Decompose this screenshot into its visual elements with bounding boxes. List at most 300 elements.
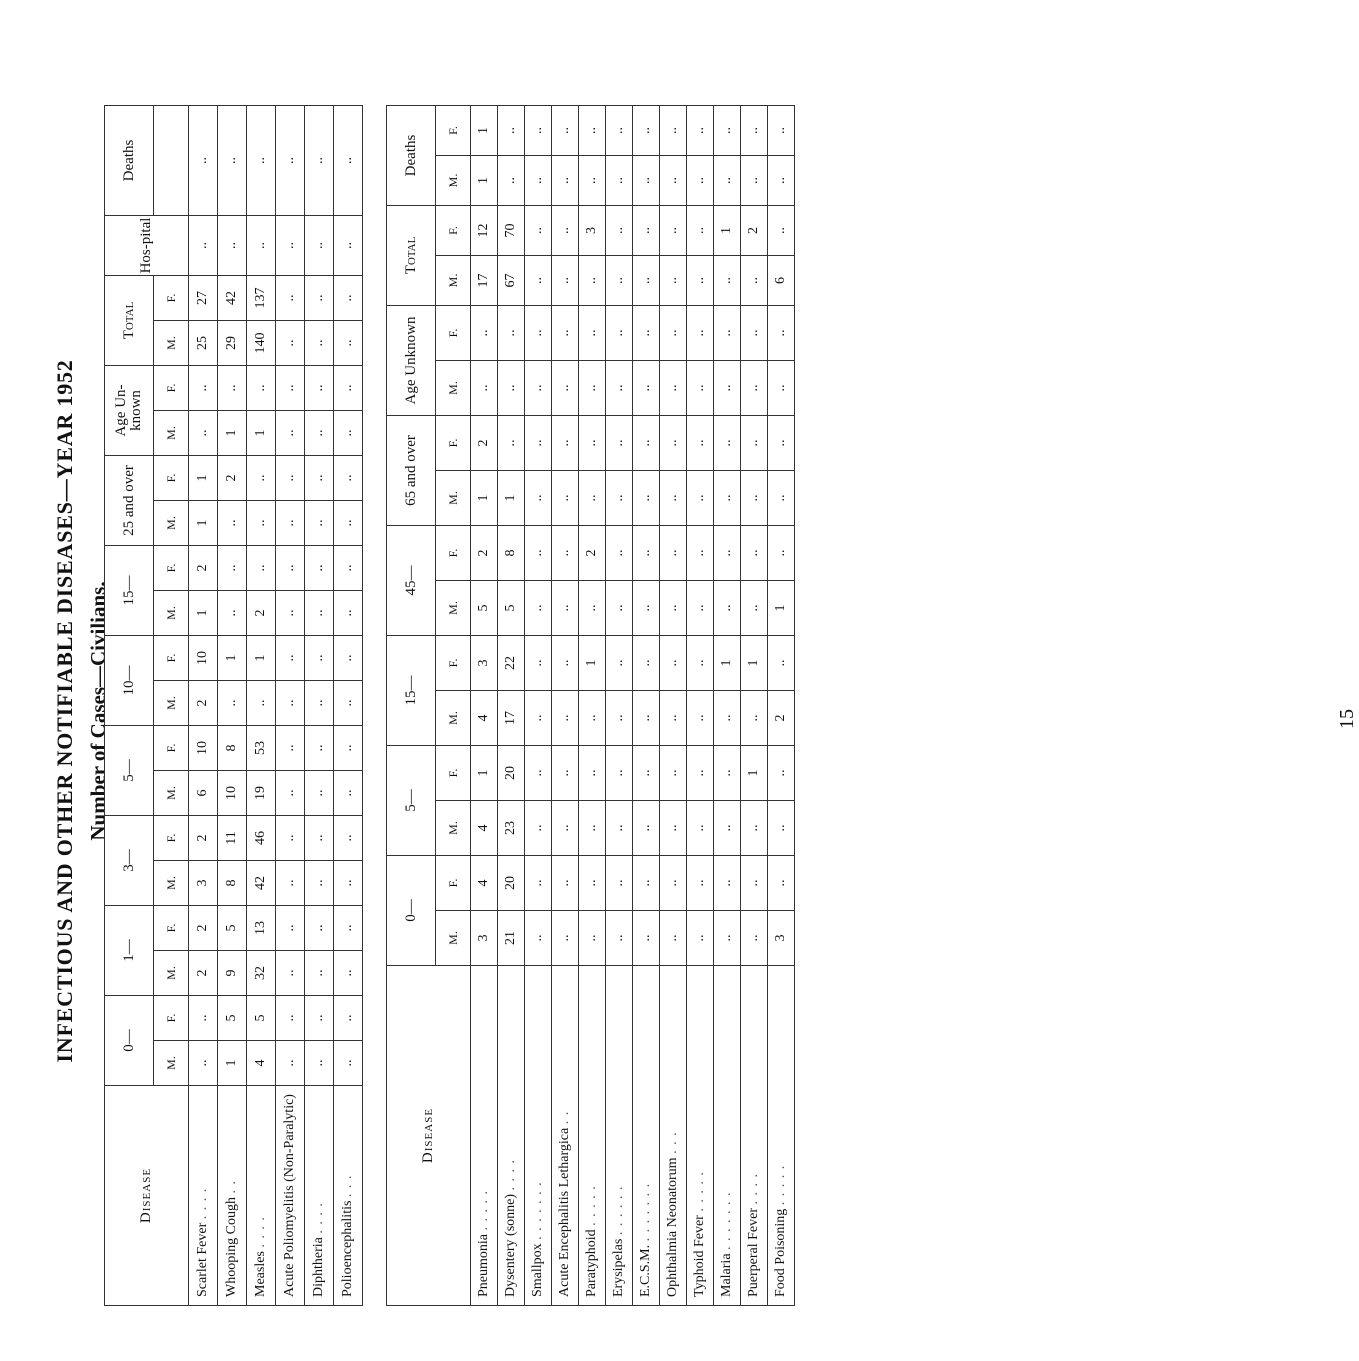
value-cell: .. (334, 1041, 363, 1086)
value-cell: .. (247, 215, 276, 275)
value-cell: .. (276, 1041, 305, 1086)
value-cell: 19 (247, 771, 276, 816)
value-cell: .. (660, 205, 687, 255)
value-cell: .. (305, 816, 334, 861)
female-subheader: F. (436, 746, 471, 801)
value-cell: .. (276, 996, 305, 1041)
value-cell: .. (633, 801, 660, 856)
value-cell: .. (334, 105, 363, 215)
age-group-header: 45— (387, 526, 436, 636)
value-cell: .. (687, 746, 714, 801)
value-cell: .. (334, 366, 363, 411)
value-cell: .. (189, 996, 218, 1041)
value-cell: .. (276, 726, 305, 771)
leader-dots: . . . (340, 1174, 355, 1198)
value-cell: .. (579, 691, 606, 746)
value-cell: .. (218, 546, 247, 591)
value-cell: 42 (247, 861, 276, 906)
value-cell: .. (606, 746, 633, 801)
leader-dots: . . (557, 1110, 572, 1125)
male-subheader: M. (154, 411, 189, 456)
disease-name: Food Poisoning (773, 1208, 788, 1297)
female-subheader: F. (436, 306, 471, 361)
leader-dots: . . . . . . (611, 1185, 626, 1236)
value-cell: .. (334, 501, 363, 546)
value-cell: .. (687, 416, 714, 471)
value-cell: 2 (471, 526, 498, 581)
value-cell: 10 (189, 726, 218, 771)
value-cell: .. (687, 155, 714, 205)
value-cell: .. (660, 746, 687, 801)
total-header: Total (387, 205, 436, 305)
value-cell: .. (714, 856, 741, 911)
table-row (525, 105, 552, 1305)
value-cell: .. (305, 906, 334, 951)
table-row (276, 105, 305, 1305)
value-cell: .. (305, 321, 334, 366)
value-cell: .. (276, 591, 305, 636)
age-group-header: 25 and over (105, 456, 154, 546)
value-cell: 42 (218, 275, 247, 320)
leader-dots: . . . . (746, 1172, 761, 1205)
value-cell: .. (579, 471, 606, 526)
value-cell: .. (606, 256, 633, 306)
value-cell: 2 (768, 691, 795, 746)
value-cell: .. (305, 726, 334, 771)
value-cell: 1 (498, 471, 525, 526)
value-cell: .. (471, 306, 498, 361)
leader-dots: . . . . . (692, 1171, 707, 1212)
disease-name: Puerperal Fever (746, 1207, 761, 1297)
female-subheader: F. (154, 546, 189, 591)
age-group-header: 3— (105, 816, 154, 906)
value-cell: 3 (189, 861, 218, 906)
value-cell: 32 (247, 951, 276, 996)
value-cell: .. (218, 681, 247, 726)
value-cell: .. (189, 411, 218, 456)
disease-name: Ophthalmia Neonatorum (665, 1157, 680, 1297)
value-cell: .. (498, 155, 525, 205)
value-cell: 1 (768, 581, 795, 636)
value-cell: 1 (189, 591, 218, 636)
value-cell: .. (714, 361, 741, 416)
value-cell: 3 (579, 205, 606, 255)
value-cell: .. (633, 471, 660, 526)
value-cell: .. (660, 691, 687, 746)
page-number: 15 (1336, 709, 1358, 729)
value-cell: .. (606, 801, 633, 856)
value-cell: 17 (471, 256, 498, 306)
value-cell: .. (276, 215, 305, 275)
value-cell: .. (768, 856, 795, 911)
value-cell: .. (276, 321, 305, 366)
value-cell: .. (714, 256, 741, 306)
value-cell: 1 (189, 456, 218, 501)
value-cell: 8 (218, 726, 247, 771)
value-cell: .. (768, 105, 795, 155)
value-cell: 137 (247, 275, 276, 320)
disease-name: Acute Poliomyelitis (Non-Paralytic) (282, 1094, 297, 1297)
table-row (768, 105, 795, 1305)
value-cell: .. (552, 471, 579, 526)
value-cell: .. (660, 801, 687, 856)
disease-name: Measles (253, 1251, 268, 1297)
value-cell: .. (525, 691, 552, 746)
disease-name-cell (660, 966, 687, 1306)
table-row (189, 105, 218, 1305)
disease-name: Typhoid Fever (692, 1215, 707, 1297)
value-cell: 4 (471, 856, 498, 911)
value-cell: 1 (741, 636, 768, 691)
value-cell: .. (606, 306, 633, 361)
disease-name-cell (189, 1086, 218, 1306)
value-cell: 1 (714, 636, 741, 691)
value-cell: .. (276, 366, 305, 411)
value-cell: .. (525, 911, 552, 966)
value-cell: .. (633, 205, 660, 255)
rotated-page (0, 61, 1358, 1361)
leader-dots: . . . . . (476, 1190, 491, 1231)
value-cell: .. (334, 861, 363, 906)
value-cell: .. (660, 416, 687, 471)
leader-dots: . . . . (503, 1158, 518, 1191)
male-subheader: M. (154, 771, 189, 816)
value-cell: .. (305, 275, 334, 320)
female-subheader: F. (154, 726, 189, 771)
value-cell: .. (276, 546, 305, 591)
value-cell: .. (579, 361, 606, 416)
value-cell: .. (768, 746, 795, 801)
female-subheader: F. (154, 366, 189, 411)
age-group-header: 15— (387, 636, 436, 746)
disease-name-cell (471, 966, 498, 1306)
value-cell: .. (525, 256, 552, 306)
value-cell: .. (660, 155, 687, 205)
value-cell: .. (741, 911, 768, 966)
male-subheader: M. (154, 681, 189, 726)
value-cell: .. (525, 155, 552, 205)
disease-name-cell (633, 966, 660, 1306)
value-cell: .. (579, 256, 606, 306)
value-cell: .. (687, 105, 714, 155)
value-cell: 20 (498, 746, 525, 801)
value-cell: .. (687, 691, 714, 746)
leader-dots: . . . . (311, 1202, 326, 1234)
value-cell: 1 (471, 155, 498, 205)
value-cell: .. (687, 911, 714, 966)
female-subheader: F. (436, 205, 471, 255)
value-cell: .. (276, 501, 305, 546)
value-cell: .. (714, 801, 741, 856)
value-cell: .. (552, 155, 579, 205)
page-title: INFECTIOUS AND OTHER NOTIFIABLE DISEASES—YEAR 1952 (52, 359, 77, 1063)
value-cell: .. (579, 856, 606, 911)
value-cell: .. (633, 155, 660, 205)
value-cell: .. (606, 205, 633, 255)
total-header: Total (105, 275, 154, 365)
value-cell: .. (633, 105, 660, 155)
value-cell: .. (552, 746, 579, 801)
value-cell: .. (579, 105, 606, 155)
value-cell: 23 (498, 801, 525, 856)
value-cell: .. (579, 801, 606, 856)
value-cell: .. (525, 801, 552, 856)
female-subheader: F. (436, 856, 471, 911)
disease-name-cell (276, 1086, 305, 1306)
table-row (498, 105, 525, 1305)
disease-name-cell (741, 966, 768, 1306)
disease-name: Dysentery (sonne) (503, 1193, 518, 1297)
value-cell: .. (334, 456, 363, 501)
female-subheader: F. (154, 275, 189, 320)
disease-name-cell (714, 966, 741, 1306)
value-cell: .. (305, 681, 334, 726)
value-cell: .. (334, 816, 363, 861)
value-cell: 1 (471, 746, 498, 801)
value-cell: .. (334, 591, 363, 636)
value-cell: .. (218, 591, 247, 636)
female-subheader: F. (436, 105, 471, 155)
value-cell: .. (606, 636, 633, 691)
value-cell: 1 (218, 636, 247, 681)
leader-dots: . . (224, 1180, 239, 1194)
value-cell: .. (687, 471, 714, 526)
male-subheader: M. (154, 591, 189, 636)
value-cell: .. (247, 456, 276, 501)
value-cell: .. (633, 306, 660, 361)
table-row (741, 105, 768, 1305)
value-cell: .. (741, 526, 768, 581)
page-subtitle: Number of Cases—Civilians. (86, 581, 110, 841)
value-cell: 5 (471, 581, 498, 636)
value-cell: .. (687, 581, 714, 636)
value-cell: 9 (218, 951, 247, 996)
value-cell: 67 (498, 256, 525, 306)
male-subheader: M. (436, 581, 471, 636)
value-cell: .. (247, 546, 276, 591)
value-cell: 1 (247, 636, 276, 681)
value-cell: 1 (189, 501, 218, 546)
value-cell: .. (276, 951, 305, 996)
value-cell: .. (334, 215, 363, 275)
value-cell: 10 (218, 771, 247, 816)
value-cell: .. (714, 105, 741, 155)
value-cell: .. (334, 546, 363, 591)
female-subheader: F. (436, 636, 471, 691)
value-cell: .. (334, 996, 363, 1041)
disease-name: E.C.S.M. (638, 1244, 653, 1297)
value-cell: .. (633, 636, 660, 691)
value-cell: .. (552, 205, 579, 255)
value-cell: .. (741, 856, 768, 911)
value-cell: .. (305, 996, 334, 1041)
table-row (633, 105, 660, 1305)
value-cell: .. (660, 636, 687, 691)
value-cell: .. (471, 361, 498, 416)
value-cell: .. (218, 366, 247, 411)
value-cell: .. (633, 416, 660, 471)
value-cell: .. (714, 911, 741, 966)
value-cell: 27 (189, 275, 218, 320)
value-cell: .. (552, 801, 579, 856)
value-cell: .. (633, 256, 660, 306)
value-cell: 5 (218, 906, 247, 951)
table-row (305, 105, 334, 1305)
value-cell: .. (276, 411, 305, 456)
value-cell: .. (606, 361, 633, 416)
value-cell: 6 (768, 256, 795, 306)
value-cell: .. (552, 691, 579, 746)
value-cell: .. (525, 105, 552, 155)
value-cell: .. (660, 256, 687, 306)
disease-name: Polioencephalitis (340, 1200, 355, 1297)
value-cell: 1 (714, 205, 741, 255)
value-cell: .. (247, 366, 276, 411)
value-cell: .. (305, 215, 334, 275)
value-cell: 1 (247, 411, 276, 456)
value-cell: 2 (189, 951, 218, 996)
value-cell: .. (579, 911, 606, 966)
value-cell: .. (660, 856, 687, 911)
value-cell: .. (552, 636, 579, 691)
value-cell: .. (741, 361, 768, 416)
value-cell: .. (741, 471, 768, 526)
male-subheader: M. (436, 911, 471, 966)
value-cell: .. (768, 205, 795, 255)
value-cell: .. (633, 581, 660, 636)
value-cell: .. (552, 856, 579, 911)
value-cell: .. (606, 581, 633, 636)
value-cell: .. (189, 105, 218, 215)
value-cell: .. (305, 456, 334, 501)
value-cell: 11 (218, 816, 247, 861)
female-subheader: F. (154, 456, 189, 501)
value-cell: .. (525, 471, 552, 526)
age-group-header: 1— (105, 906, 154, 996)
value-cell: 8 (498, 526, 525, 581)
table-row (218, 105, 247, 1305)
table-row (714, 105, 741, 1305)
value-cell: .. (525, 306, 552, 361)
value-cell: .. (189, 1041, 218, 1086)
value-cell: .. (525, 581, 552, 636)
value-cell: .. (552, 361, 579, 416)
disease-name-cell (579, 966, 606, 1306)
disease-header: Disease (387, 966, 471, 1306)
value-cell: 46 (247, 816, 276, 861)
value-cell: .. (687, 361, 714, 416)
value-cell: .. (305, 546, 334, 591)
value-cell: .. (660, 361, 687, 416)
value-cell: .. (606, 526, 633, 581)
value-cell: .. (305, 861, 334, 906)
male-subheader: M. (436, 691, 471, 746)
disease-name-cell (525, 966, 552, 1306)
value-cell: 2 (189, 816, 218, 861)
value-cell: 5 (498, 581, 525, 636)
female-subheader: F. (154, 906, 189, 951)
value-cell: .. (633, 361, 660, 416)
value-cell: .. (525, 856, 552, 911)
value-cell: 1 (218, 411, 247, 456)
table-row (247, 105, 276, 1305)
disease-name: Pneumonia (476, 1234, 491, 1297)
disease-name: Malaria (719, 1253, 734, 1297)
value-cell: .. (276, 681, 305, 726)
age-group-header: 15— (105, 546, 154, 636)
value-cell: .. (305, 1041, 334, 1086)
value-cell: .. (334, 321, 363, 366)
value-cell: .. (741, 155, 768, 205)
leader-dots: . . . . . . . (530, 1181, 545, 1240)
value-cell: 70 (498, 205, 525, 255)
value-cell: .. (606, 691, 633, 746)
value-cell: .. (606, 911, 633, 966)
value-cell: .. (305, 411, 334, 456)
value-cell: .. (741, 691, 768, 746)
value-cell: .. (579, 155, 606, 205)
leader-dots: . . . . (253, 1216, 268, 1248)
value-cell: .. (660, 306, 687, 361)
value-cell: 2 (218, 456, 247, 501)
value-cell: 2 (579, 526, 606, 581)
value-cell: .. (525, 746, 552, 801)
male-subheader: M. (436, 471, 471, 526)
value-cell: .. (305, 501, 334, 546)
female-subheader: F. (154, 816, 189, 861)
value-cell: .. (552, 526, 579, 581)
value-cell: .. (741, 306, 768, 361)
value-cell: .. (741, 416, 768, 471)
value-cell: .. (305, 366, 334, 411)
male-subheader: M. (154, 321, 189, 366)
value-cell: 2 (741, 205, 768, 255)
value-cell: .. (741, 801, 768, 856)
value-cell: 4 (247, 1041, 276, 1086)
value-cell: .. (660, 471, 687, 526)
table-row (660, 105, 687, 1305)
male-subheader: M. (154, 501, 189, 546)
value-cell: .. (552, 581, 579, 636)
value-cell: .. (633, 911, 660, 966)
value-cell: .. (552, 105, 579, 155)
disease-name: Smallpox (530, 1243, 545, 1297)
value-cell: .. (218, 215, 247, 275)
table-row (471, 105, 498, 1305)
value-cell: .. (633, 746, 660, 801)
value-cell: .. (768, 306, 795, 361)
male-subheader: M. (154, 1041, 189, 1086)
value-cell: .. (741, 256, 768, 306)
value-cell: 2 (189, 906, 218, 951)
value-cell: .. (276, 636, 305, 681)
deaths-header: Deaths (387, 105, 436, 205)
value-cell: 53 (247, 726, 276, 771)
value-cell: .. (579, 416, 606, 471)
value-cell: .. (768, 636, 795, 691)
disease-name-cell (606, 966, 633, 1306)
value-cell: .. (552, 256, 579, 306)
value-cell: 1 (218, 1041, 247, 1086)
leader-dots: . . . . . (773, 1164, 788, 1206)
value-cell: 3 (768, 911, 795, 966)
value-cell: .. (276, 861, 305, 906)
male-subheader: M. (154, 951, 189, 996)
value-cell: .. (768, 155, 795, 205)
value-cell: .. (714, 691, 741, 746)
value-cell: 2 (189, 681, 218, 726)
table-row (606, 105, 633, 1305)
